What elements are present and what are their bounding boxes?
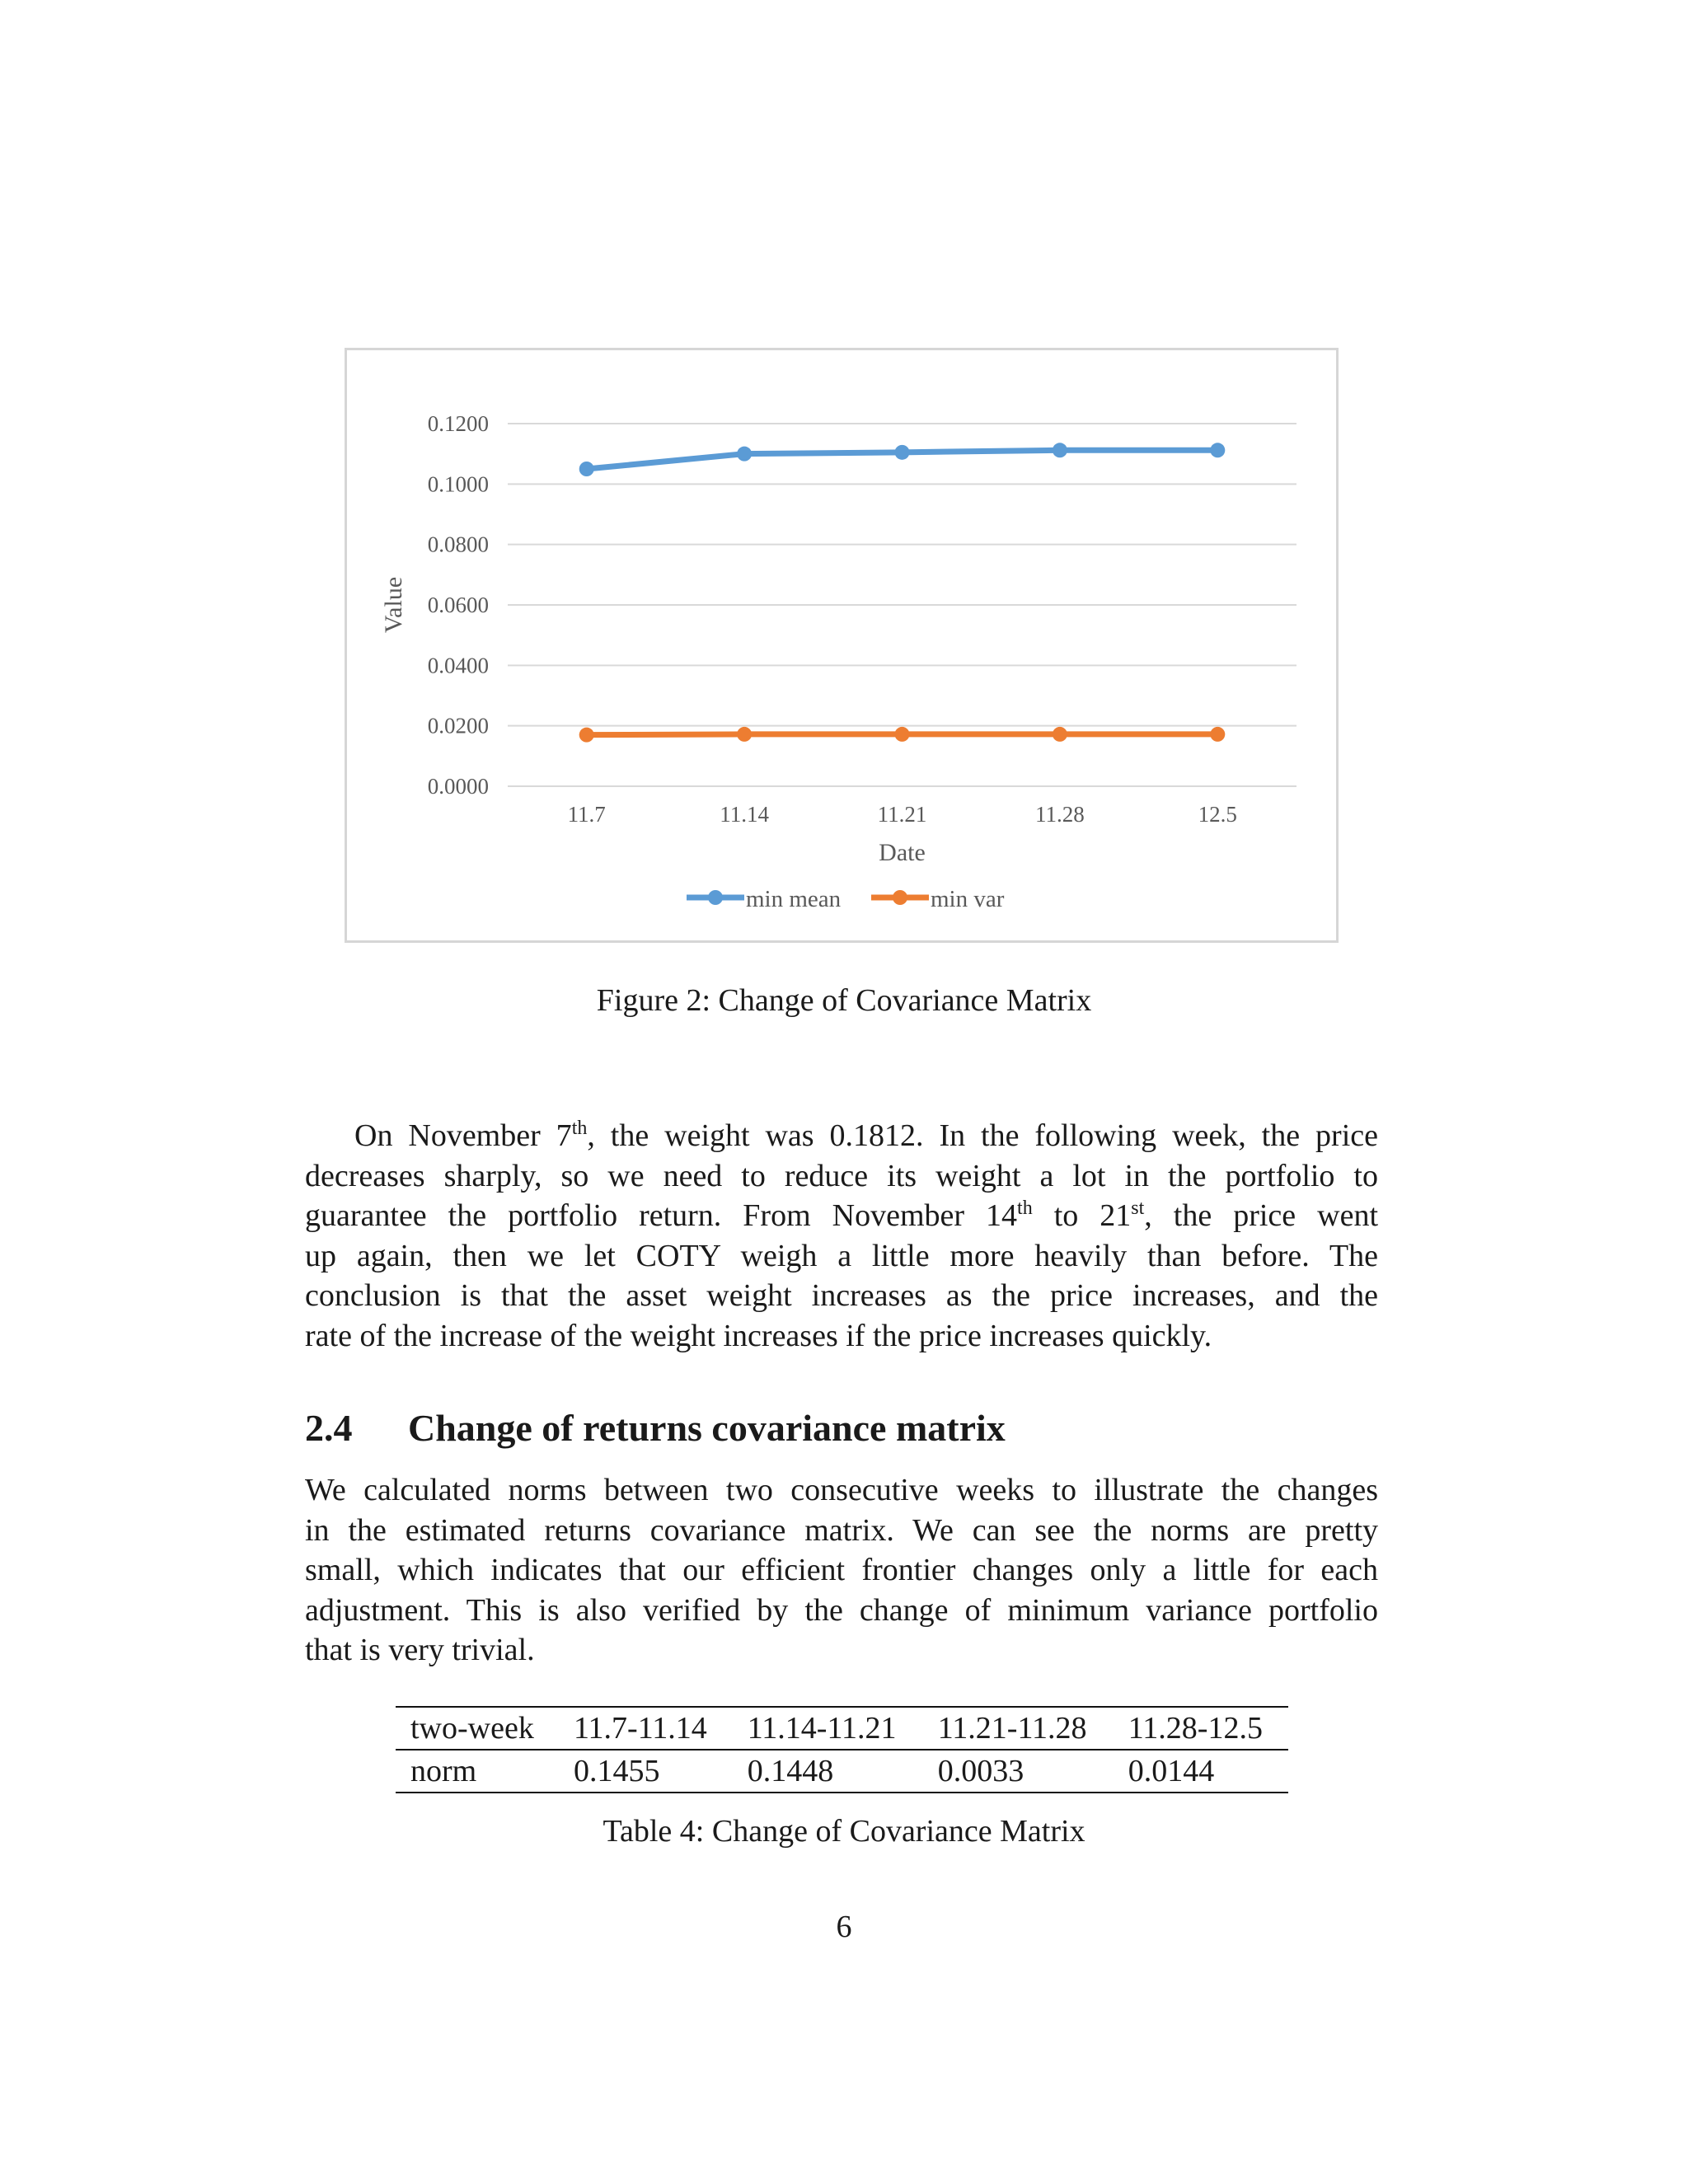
paragraph-weight-discussion: [305, 1116, 1378, 1356]
line-chart: [345, 348, 1339, 943]
page-number: 6: [836, 1910, 852, 1944]
norms-table: [396, 1706, 1288, 1793]
legend-label: min mean: [746, 886, 842, 912]
paragraph-line: up again, then we let COTY weigh a little more heavily than before. The: [305, 1238, 1378, 1273]
table-cell: 0.1455: [559, 1750, 733, 1793]
chart-svg: [347, 350, 1336, 940]
y-tick-label: 0.0600: [427, 593, 489, 617]
data-point: [895, 445, 910, 460]
table-cell: 0.0144: [1114, 1750, 1288, 1793]
table-cell: 0.0033: [923, 1750, 1114, 1793]
text-fragment: to 21: [1032, 1198, 1132, 1233]
section-number: 2.4: [305, 1407, 353, 1449]
x-tick-label: 11.21: [877, 802, 927, 827]
data-point: [737, 447, 752, 462]
y-tick-label: 0.1000: [427, 471, 489, 497]
text-fragment: , the weight was 0.1812. In the following week, the price: [587, 1118, 1378, 1153]
table-cell: 11.7-11.14: [559, 1707, 733, 1750]
x-tick-label: 11.14: [720, 802, 769, 827]
superscript: th: [1017, 1197, 1033, 1219]
paragraph-line: [305, 1116, 1378, 1156]
legend-swatch-marker: [708, 890, 723, 905]
superscript: st: [1131, 1197, 1145, 1219]
y-tick-label: 0.0400: [427, 653, 489, 678]
y-tick-label: 0.0200: [427, 713, 489, 738]
x-tick-label: 11.28: [1035, 802, 1085, 827]
x-tick-label: 12.5: [1198, 802, 1237, 827]
table-cell: 0.1448: [733, 1750, 923, 1793]
paragraph-line: rate of the increase of the weight increases if the price increases quickly.: [305, 1318, 1212, 1353]
table-cell: norm: [396, 1750, 559, 1793]
data-point: [737, 727, 752, 742]
table-header-row: [396, 1707, 1288, 1750]
y-tick-label: 0.0800: [427, 532, 489, 557]
data-point: [895, 727, 910, 742]
text-fragment: guarantee the portfolio return. From November 14: [305, 1198, 1018, 1233]
table-row: [396, 1750, 1288, 1793]
text-fragment: , the price went: [1144, 1198, 1379, 1233]
text-fragment: On November 7: [354, 1118, 572, 1153]
data-point: [579, 462, 594, 476]
paragraph-line: that is very trivial.: [305, 1633, 535, 1667]
paragraph-line: small, which indicates that our efficient frontier changes only a little for each: [305, 1553, 1378, 1587]
paragraph-line: We calculated norms between two consecutive weeks to illustrate the changes: [305, 1473, 1378, 1507]
table-cell: 11.14-11.21: [733, 1707, 923, 1750]
legend-label: min var: [931, 886, 1005, 912]
data-point: [1053, 443, 1067, 457]
x-axis-label: Date: [879, 839, 926, 866]
table-cell: 11.21-11.28: [923, 1707, 1114, 1750]
y-tick-label: 0.1200: [427, 411, 489, 436]
y-tick-label: 0.0000: [427, 774, 489, 799]
table-caption: Table 4: Change of Covariance Matrix: [603, 1814, 1085, 1849]
paragraph-line: decreases sharply, so we need to reduce its weight a lot in the portfolio to: [305, 1158, 1378, 1193]
data-point: [1210, 727, 1225, 742]
section-heading: [305, 1406, 1006, 1450]
paragraph-line: conclusion is that the asset weight increases as the price increases, and the: [305, 1278, 1378, 1313]
paragraph-norms: [305, 1470, 1378, 1671]
data-point: [579, 728, 594, 743]
table-cell: 11.28-12.5: [1114, 1707, 1288, 1750]
superscript: th: [571, 1118, 588, 1139]
section-title: Change of returns covariance matrix: [408, 1407, 1006, 1449]
data-point: [1053, 727, 1067, 742]
x-tick-label: 11.7: [567, 802, 606, 827]
paragraph-line: in the estimated returns covariance matrix. We can see the norms are pretty: [305, 1512, 1378, 1548]
paragraph-line: [305, 1196, 1378, 1236]
table-cell: two-week: [396, 1707, 559, 1750]
y-axis-label: Value: [380, 576, 407, 634]
paragraph-line: adjustment. This is also verified by the change of minimum variance portfolio: [305, 1592, 1378, 1628]
legend-swatch-marker: [893, 890, 907, 905]
data-point: [1210, 443, 1225, 457]
figure-caption: Figure 2: Change of Covariance Matrix: [596, 983, 1092, 1018]
